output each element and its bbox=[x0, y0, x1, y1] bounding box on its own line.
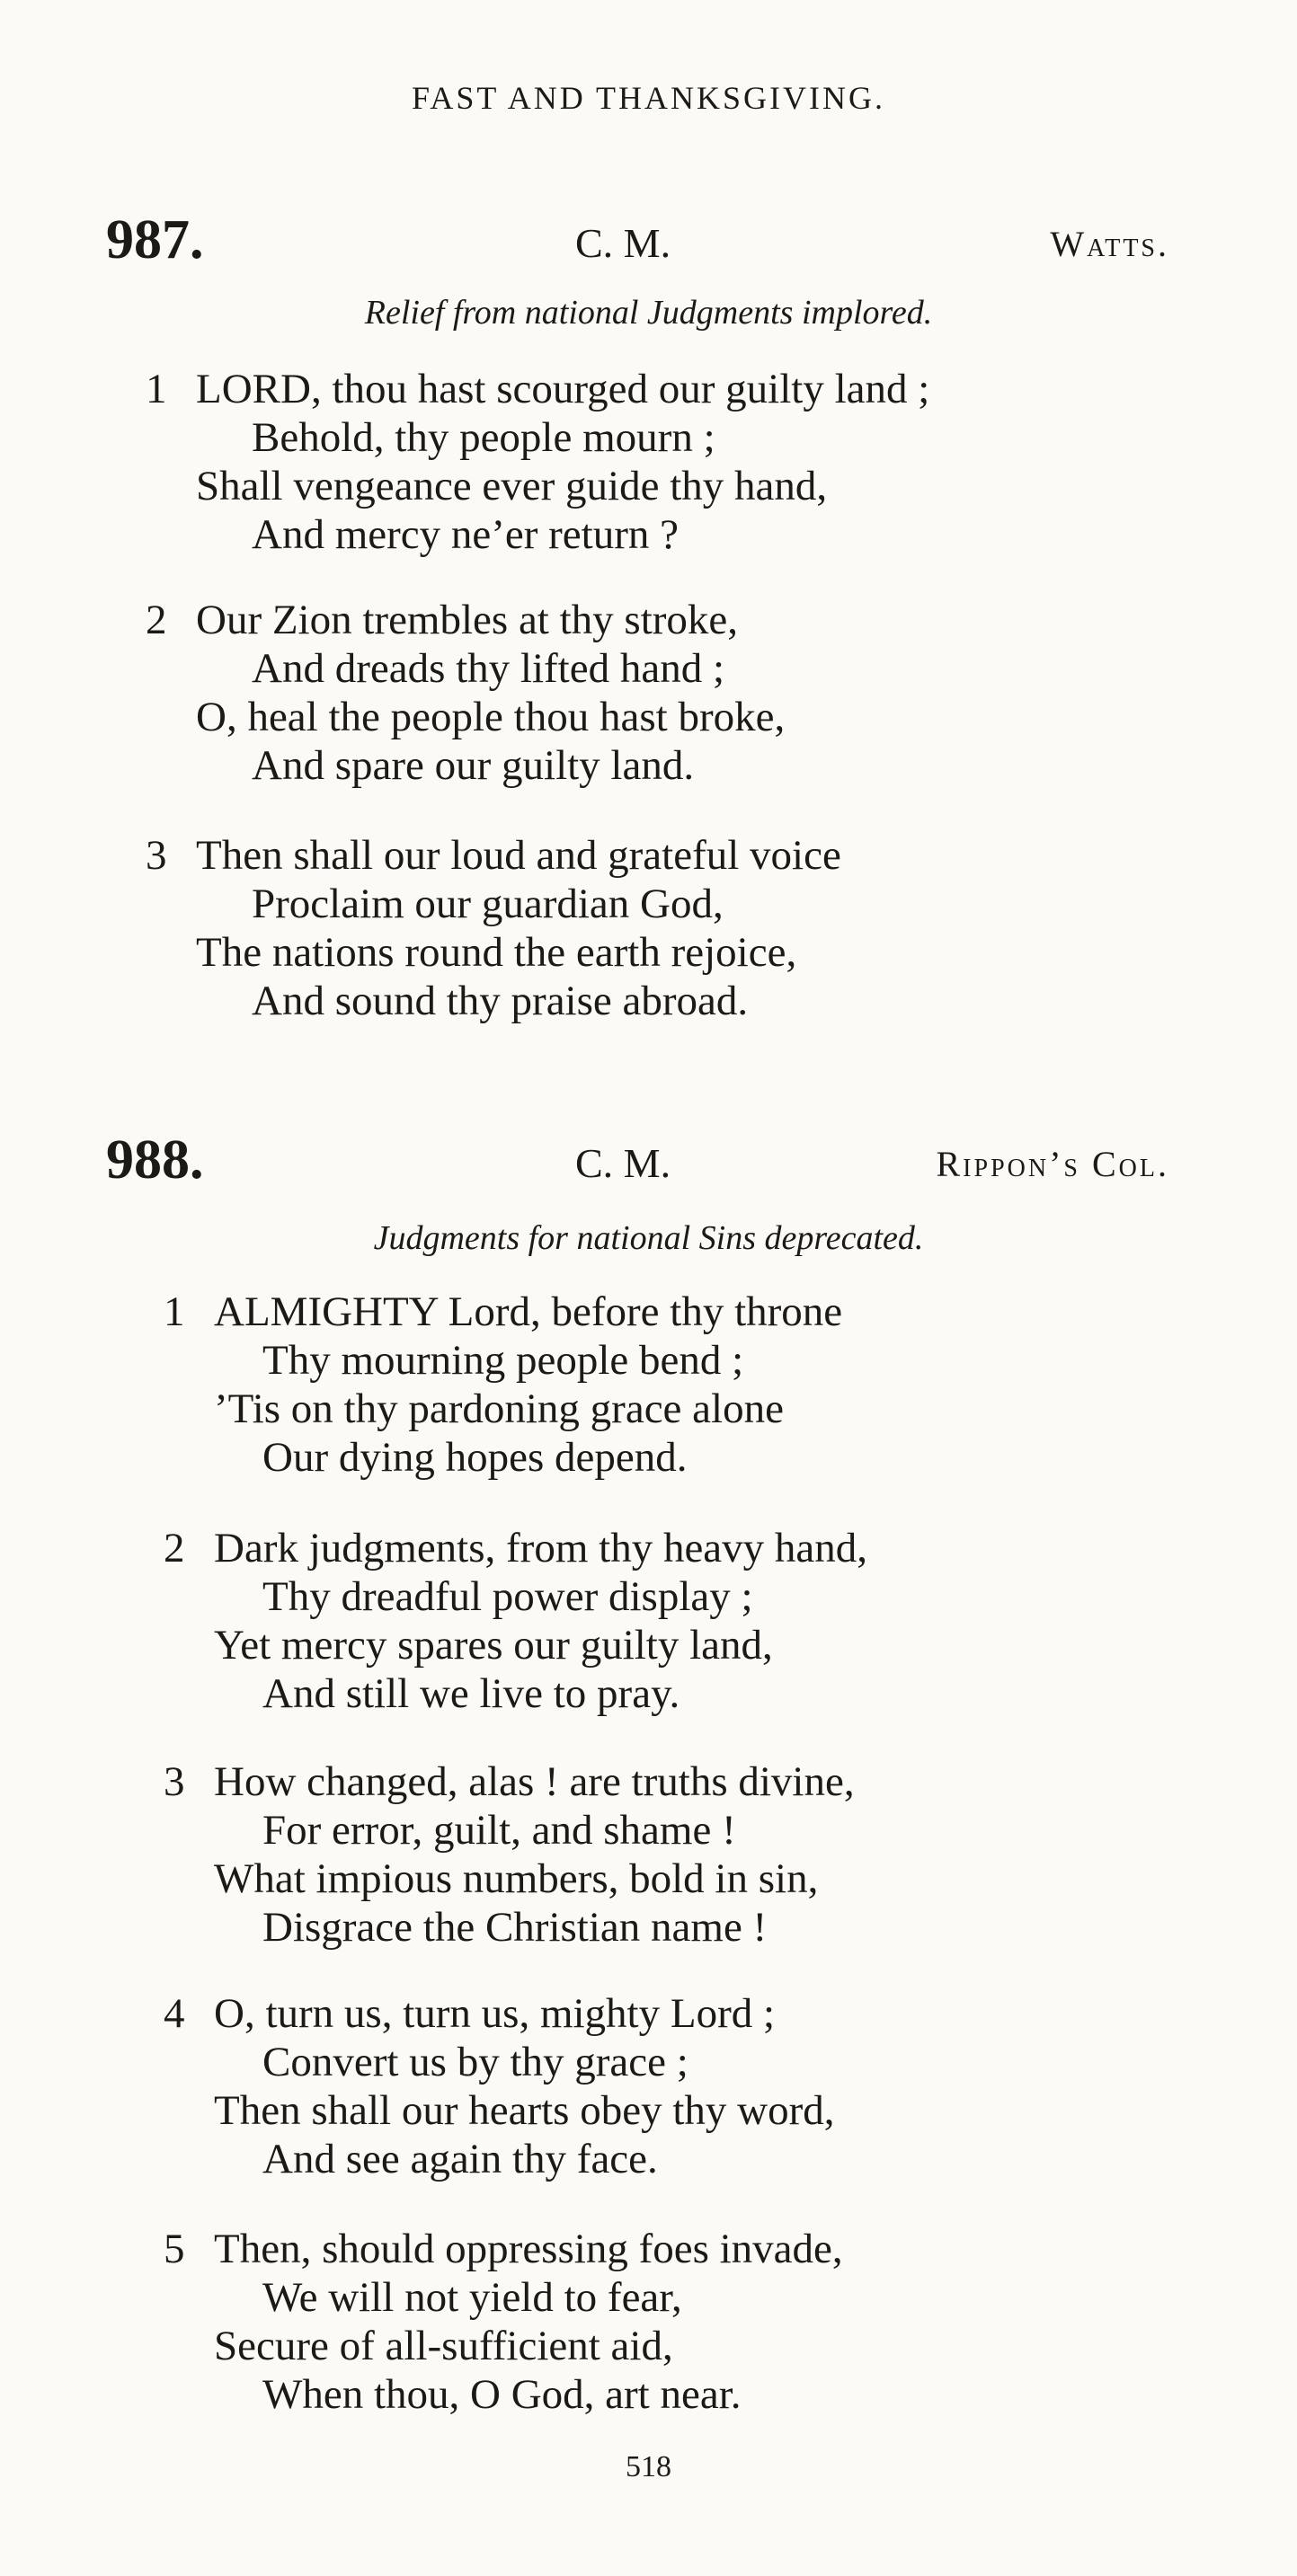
verse-number: 3 bbox=[164, 1758, 185, 1805]
hymn-subtitle: Relief from national Judgments implored. bbox=[364, 294, 933, 332]
verse-number: 4 bbox=[164, 1990, 185, 2037]
verse-line: And dreads thy lifted hand ; bbox=[252, 645, 725, 692]
verse-line: Yet mercy spares our guilty land, bbox=[214, 1622, 773, 1669]
verse-line: Thy dreadful power display ; bbox=[262, 1573, 753, 1620]
verse-line: O, turn us, turn us, mighty Lord ; bbox=[214, 1990, 776, 2037]
verse-line: Behold, thy people mourn ; bbox=[252, 414, 715, 461]
verse-line: And mercy ne’er return ? bbox=[252, 511, 679, 558]
verse-line: Convert us by thy grace ; bbox=[262, 2039, 688, 2085]
verse-line: Our dying hopes depend. bbox=[262, 1434, 688, 1481]
hymn-author: Watts. bbox=[1050, 224, 1169, 264]
verse-line: And still we live to pray. bbox=[262, 1670, 680, 1717]
hymn-header bbox=[0, 208, 1297, 271]
verse-line: Shall vengeance ever guide thy hand, bbox=[196, 463, 828, 509]
verse-number: 1 bbox=[146, 366, 167, 412]
verse-line: And see again thy face. bbox=[262, 2136, 658, 2182]
hymn-header bbox=[0, 1129, 1297, 1191]
verse-line: And spare our guilty land. bbox=[252, 742, 695, 789]
running-head: FAST AND THANKSGIVING. bbox=[411, 80, 886, 116]
verse-line: How changed, alas ! are truths divine, bbox=[214, 1758, 855, 1805]
verse-line: Secure of all-sufficient aid, bbox=[214, 2323, 673, 2369]
verse-line: O, heal the people thou hast broke, bbox=[196, 694, 786, 740]
hymn-meter: C. M. bbox=[575, 1140, 671, 1186]
verse-line: Then shall our hearts obey thy word, bbox=[214, 2087, 835, 2134]
verse-number: 1 bbox=[164, 1288, 185, 1335]
verse-line: ALMIGHTY Lord, before thy throne bbox=[214, 1288, 843, 1335]
hymn-meter: C. M. bbox=[575, 220, 671, 266]
hymn-subtitle: Judgments for national Sins deprecated. bbox=[373, 1219, 924, 1257]
verse-line: Thy mourning people bend ; bbox=[262, 1337, 744, 1384]
verse-line: Disgrace the Christian name ! bbox=[262, 1904, 768, 1951]
verse-line: Dark judgments, from thy heavy hand, bbox=[214, 1525, 868, 1571]
verse-line: What impious numbers, bold in sin, bbox=[214, 1855, 819, 1902]
verse-line: For error, guilt, and shame ! bbox=[262, 1807, 736, 1854]
verse-line: Then, should oppressing foes invade, bbox=[214, 2226, 843, 2272]
verse-line: The nations round the earth rejoice, bbox=[196, 929, 797, 976]
verse-line: We will not yield to fear, bbox=[262, 2274, 682, 2321]
verse-line: Proclaim our guardian God, bbox=[252, 881, 724, 927]
verse-line: Our Zion trembles at thy stroke, bbox=[196, 597, 739, 643]
verse-number: 2 bbox=[164, 1525, 185, 1571]
verse-number: 3 bbox=[146, 832, 167, 879]
hymn-number: 987. bbox=[106, 209, 204, 270]
verse-line: And sound thy praise abroad. bbox=[252, 978, 749, 1024]
hymn-author: Rippon’s Col. bbox=[936, 1144, 1169, 1184]
verse-line: LORD, thou hast scourged our guilty land ; bbox=[196, 366, 930, 412]
hymn-number: 988. bbox=[106, 1129, 204, 1191]
verse-line: When thou, O God, art near. bbox=[262, 2371, 742, 2418]
verse-number: 2 bbox=[146, 597, 167, 643]
page-number: 518 bbox=[626, 2450, 671, 2483]
verse-line: Then shall our loud and grateful voice bbox=[196, 832, 841, 879]
verse-line: ’Tis on thy pardoning grace alone bbox=[214, 1385, 784, 1432]
verse-number: 5 bbox=[164, 2226, 185, 2272]
